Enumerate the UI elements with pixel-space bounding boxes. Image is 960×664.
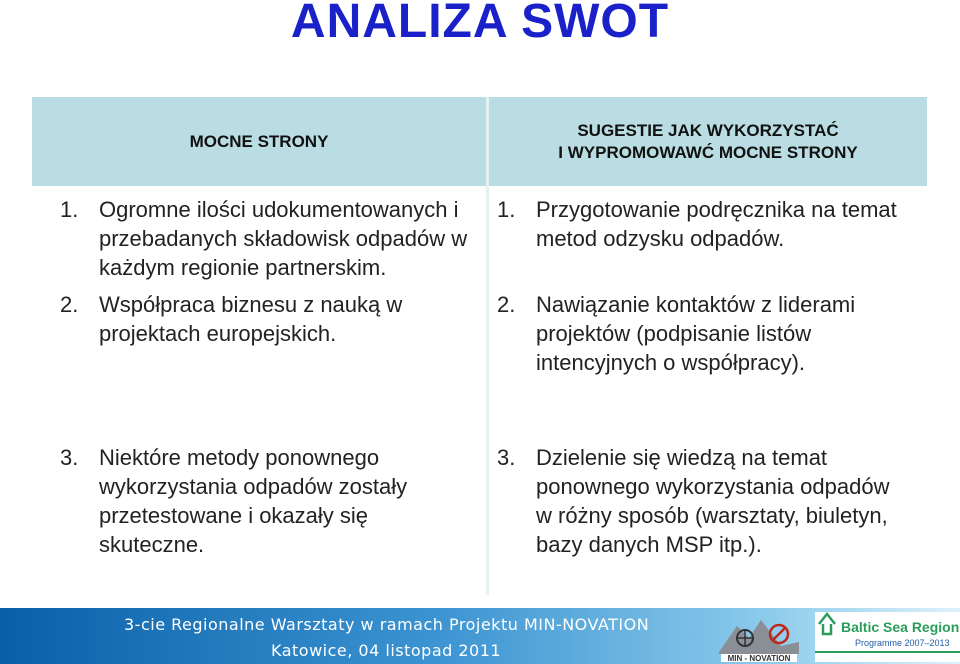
suggestions-cell-2 [497, 443, 902, 559]
item-number: 1. [60, 197, 79, 222]
logo2-subtitle: Programme 2007–2013 [855, 638, 950, 648]
item-number: 3. [60, 445, 79, 470]
header-strengths-label: MOCNE STRONY [189, 131, 329, 151]
strength-item-3 [60, 443, 460, 559]
column-separator [486, 97, 489, 595]
suggestion-item-2 [497, 290, 902, 377]
strength-item-2 [60, 290, 480, 348]
item-text: Ogromne ilości udokumentowanych i przebadanych składowisk odpadów w każdym regionie partnerskim. [99, 197, 468, 280]
item-number: 2. [497, 292, 516, 317]
page-title: ANALIZA SWOT [290, 0, 670, 48]
strengths-cell-2 [60, 443, 460, 559]
logo2-title: Baltic Sea Region [841, 619, 960, 635]
logo1-text: MIN - NOVATION [727, 654, 791, 662]
item-number: 2. [60, 292, 79, 317]
item-number: 3. [497, 445, 516, 470]
strengths-cell-1 [60, 195, 480, 348]
item-text: Współpraca biznesu z nauką w projektach europejskich. [99, 292, 403, 346]
strength-item-1 [60, 195, 480, 282]
header-suggestions [489, 97, 927, 186]
suggestion-item-1 [497, 195, 902, 253]
header-strengths [32, 97, 486, 186]
item-text: Niektóre metody ponownego wykorzystania odpadów zostały przetestowane i okazały się skuteczne. [99, 445, 408, 557]
header-suggestions-line2: I WYPROMOWAWĆ MOCNE STRONY [558, 142, 858, 162]
footer-event-title: 3-cie Regionalne Warsztaty w ramach Projektu MIN-NOVATION [124, 615, 650, 634]
header-suggestions-line1: SUGESTIE JAK WYKORZYSTAĆ [577, 120, 839, 140]
item-text: Przygotowanie podręcznika na temat metod odzysku odpadów. [536, 197, 897, 251]
item-text: Dzielenie się wiedzą na temat ponownego wykorzystania odpadów w różny sposób (warsztaty, biuletyn, bazy danych MSP itp.). [536, 445, 890, 557]
item-number: 1. [497, 197, 516, 222]
baltic-sea-region-logo [815, 612, 960, 662]
suggestions-cell-1 [497, 195, 902, 377]
suggestion-item-3 [497, 443, 902, 559]
min-novation-logo [719, 612, 799, 662]
footer-event-date: Katowice, 04 listopad 2011 [271, 641, 502, 660]
item-text: Nawiązanie kontaktów z liderami projektów (podpisanie listów intencyjnych o współpracy). [536, 292, 856, 375]
